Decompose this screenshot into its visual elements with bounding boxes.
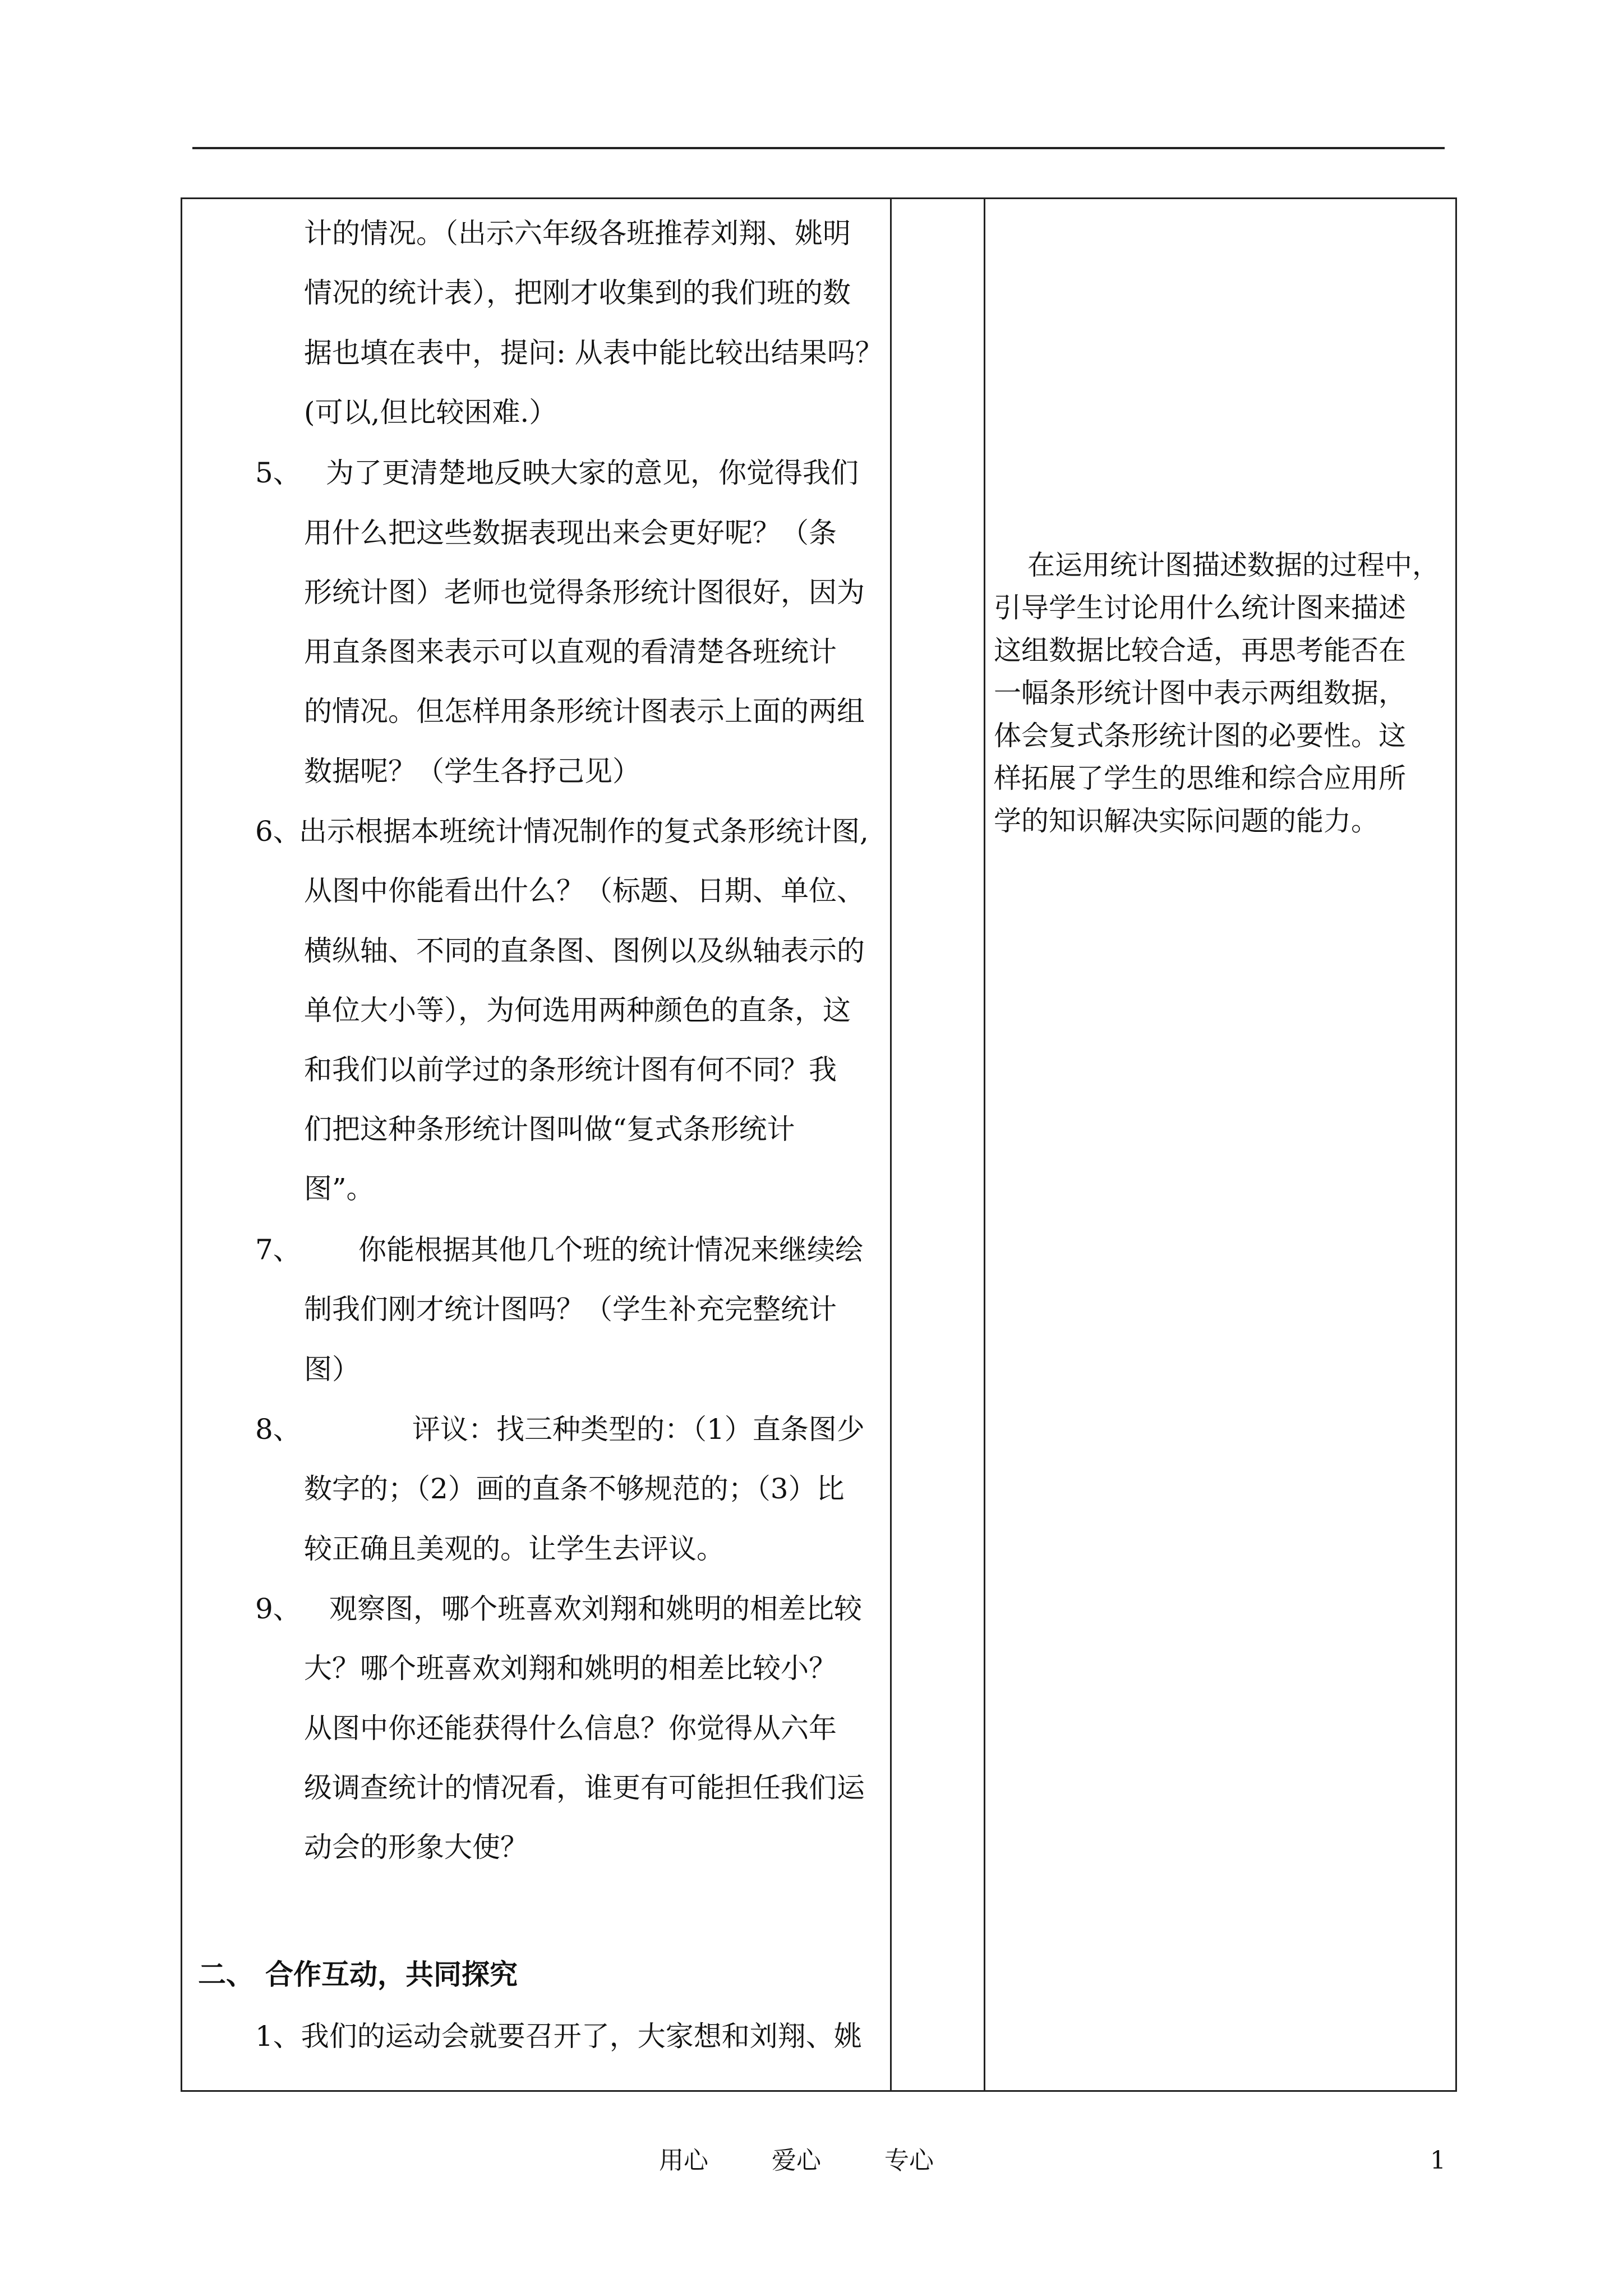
remark-line: 这组数据比较合适，再思考能否在: [994, 634, 1407, 666]
text-line: 横纵轴、不同的直条图、图例以及纵轴表示的: [304, 935, 865, 967]
text-line: 为了更清楚地反映大家的意见，你觉得我们: [326, 457, 859, 489]
text-line: 计的情况。（出示六年级各班推荐刘翔、姚明: [304, 217, 851, 250]
text-line: 较正确且美观的。让学生去评议。: [304, 1533, 725, 1565]
text-line: 动会的形象大使？: [304, 1831, 528, 1864]
remark-line: 引导学生讨论用什么统计图来描述: [994, 592, 1407, 624]
text-line: 和我们以前学过的条形统计图有何不同？我: [304, 1053, 837, 1086]
item-number: 9、: [255, 1593, 301, 1625]
text-line: 用什么把这些数据表现出来会更好呢？（条: [304, 517, 837, 549]
text-line: 单位大小等），为何选用两种颜色的直条，这: [304, 994, 851, 1027]
footer-motto-2: 爱心: [772, 2146, 821, 2175]
text-line: 图）: [304, 1353, 360, 1386]
text-line: 情况的统计表），把刚才收集到的我们班的数: [304, 277, 851, 309]
column-divider-1: [890, 199, 892, 2090]
remark-line: 在运用统计图描述数据的过程中，: [1027, 549, 1440, 581]
text-line: 数据呢？（学生各抒己见）: [304, 755, 640, 788]
page-number: 1: [1430, 2146, 1446, 2175]
text-line: 从图中你能看出什么？（标题、日期、单位、: [304, 875, 865, 907]
section-number: 二、: [198, 1958, 254, 1991]
text-line: 级调查统计的情况看，谁更有可能担任我们运: [304, 1772, 865, 1804]
text-line: 图”。: [304, 1172, 375, 1205]
text-line: 你能根据其他几个班的统计情况来继续绘: [358, 1234, 863, 1266]
text-line: 制我们刚才统计图吗？（学生补充完整统计: [304, 1293, 837, 1326]
lesson-table: [181, 197, 1457, 2092]
item-number: 6、: [255, 815, 301, 848]
remark-line: 体会复式条形统计图的必要性。这: [994, 720, 1407, 752]
text-line: 们把这种条形统计图叫做“复式条形统计: [304, 1113, 795, 1145]
text-line: 用直条图来表示可以直观的看清楚各班统计: [304, 636, 837, 668]
item-number: 8、: [255, 1413, 301, 1446]
remark-line: 学的知识解决实际问题的能力。: [994, 805, 1379, 837]
remark-line: 一幅条形统计图中表示两组数据，: [994, 677, 1407, 709]
text-line: 从图中你还能获得什么信息？你觉得从六年: [304, 1712, 837, 1745]
text-line: 数字的；（2）画的直条不够规范的；（3）比: [304, 1473, 845, 1505]
item-number: 7、: [255, 1234, 301, 1266]
text-line: (可以,但比较困难.）: [304, 396, 557, 429]
footer-motto-3: 专心: [884, 2146, 934, 2175]
design-intent-column: [984, 199, 1458, 2090]
text-line: 据也填在表中，提问: 从表中能比较出结果吗？: [304, 337, 883, 369]
text-line: 的情况。但怎样用条形统计图表示上面的两组: [304, 695, 865, 728]
text-line: 形统计图）老师也觉得条形统计图很好，因为: [304, 576, 865, 609]
text-line: 大？哪个班喜欢刘翔和姚明的相差比较小？: [304, 1652, 837, 1685]
header-rule: [192, 147, 1445, 149]
text-line: 评议：找三种类型的：（1）直条图少: [412, 1413, 865, 1446]
text-line: 1、我们的运动会就要召开了，大家想和刘翔、姚: [255, 2020, 862, 2053]
text-line: 出示根据本班统计情况制作的复式条形统计图,: [299, 815, 869, 848]
teaching-process-column: [182, 199, 890, 2090]
item-number: 5、: [255, 457, 301, 489]
section-title: 合作互动，共同探究: [265, 1958, 518, 1991]
text-line: 观察图，哪个班喜欢刘翔和姚明的相差比较: [329, 1593, 862, 1625]
remark-line: 样拓展了学生的思维和综合应用所: [994, 762, 1407, 794]
footer-motto-1: 用心: [659, 2146, 708, 2175]
